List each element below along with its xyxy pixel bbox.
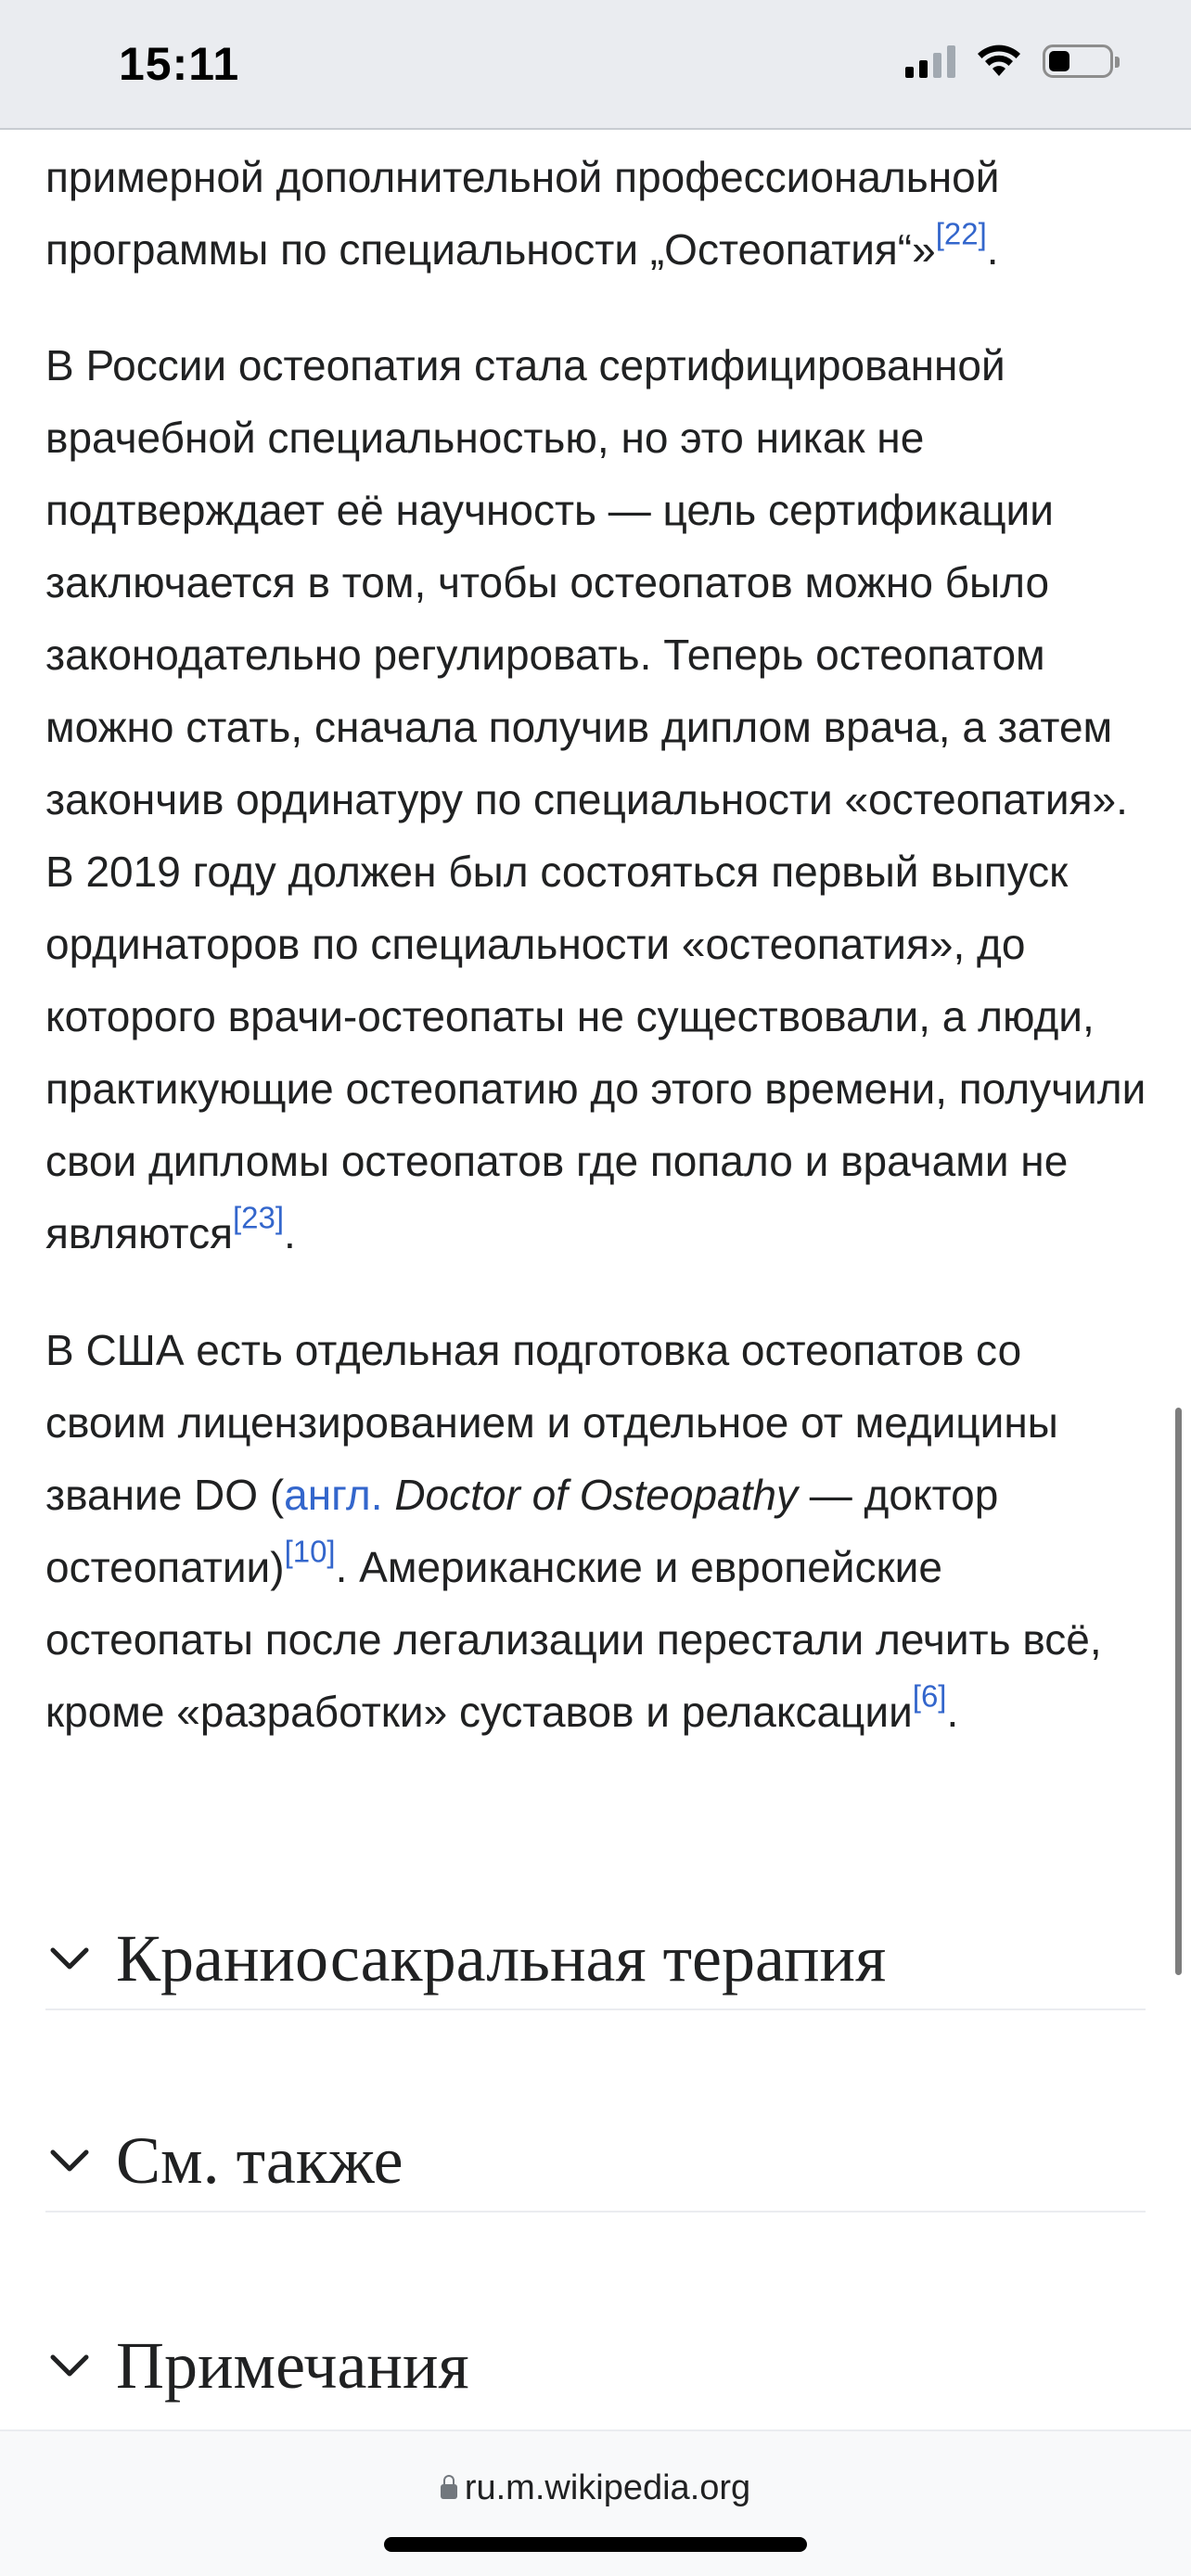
cellular-signal-icon <box>905 45 955 78</box>
section-title: Краниосакральная терапия <box>116 1920 887 1996</box>
text: В России остеопатия стала сертифицированной врачебной специальностью, но это никак не подтверждает её научность — цель сертификации заключается в том, чтобы остеопатов можно было законодательно регулировать. Теперь остеопатом можно стать, сначала получив диплом врача, а затем закончив ординатуру по специальности «остеопатия». В 2019 году должен был состояться первый выпуск ординаторов по специальности «остеопатия», до которого врачи-остеопаты не существовали, а люди, практикующие остеопатию до этого времени, получили свои дипломы остеопатов где попало и врачами не являются <box>45 341 1146 1257</box>
term: Doctor of Osteopathy <box>394 1471 798 1519</box>
lock-icon <box>441 2484 457 2499</box>
chevron-down-icon <box>47 2138 92 2183</box>
section-craniosacral-therapy[interactable] <box>45 1908 1146 2010</box>
status-bar <box>0 0 1191 130</box>
section-title: См. также <box>116 2123 403 2198</box>
home-indicator[interactable] <box>384 2537 807 2552</box>
text: — доктор остеопатии) <box>45 1471 999 1591</box>
reference-link[interactable]: [23] <box>233 1200 285 1235</box>
paragraph-russia <box>45 329 1149 1269</box>
text: . <box>284 1209 296 1257</box>
wifi-icon <box>976 45 1022 78</box>
section-notes[interactable] <box>45 2315 1146 2417</box>
paragraph-program <box>45 141 1149 286</box>
url-text: ru.m.wikipedia.org <box>464 2468 751 2507</box>
language-link[interactable]: англ. <box>284 1471 383 1519</box>
text: . <box>946 1688 959 1736</box>
text: . <box>986 225 999 274</box>
battery-icon <box>1043 45 1113 78</box>
browser-address-bar[interactable] <box>0 2429 1191 2576</box>
text: . Американские и европейские остеопаты после легализации перестали лечить всё, кроме «разработки» суставов и релаксации <box>45 1543 1102 1736</box>
paragraph-usa <box>45 1314 1149 1748</box>
reference-link[interactable]: [6] <box>912 1678 947 1714</box>
url-display[interactable] <box>0 2468 1191 2508</box>
scroll-indicator[interactable] <box>1175 1408 1182 1975</box>
section-see-also[interactable] <box>45 2111 1146 2213</box>
section-title: Примечания <box>116 2327 469 2403</box>
reference-link[interactable]: [22] <box>935 216 987 251</box>
text: программы по специальности „Остеопатия“» <box>45 225 936 274</box>
chevron-down-icon <box>47 1936 92 1981</box>
status-icons <box>905 45 1113 78</box>
text: В США есть отдельная подготовка остеопатов со своим лицензированием и отдельное от медицины звание DO ( <box>45 1326 1058 1519</box>
reference-link[interactable]: [10] <box>284 1534 336 1569</box>
status-time: 15:11 <box>119 38 240 90</box>
article-content <box>45 141 1149 1792</box>
chevron-down-icon <box>47 2343 92 2388</box>
text: примерной дополнительной профессиональной <box>45 153 1000 201</box>
